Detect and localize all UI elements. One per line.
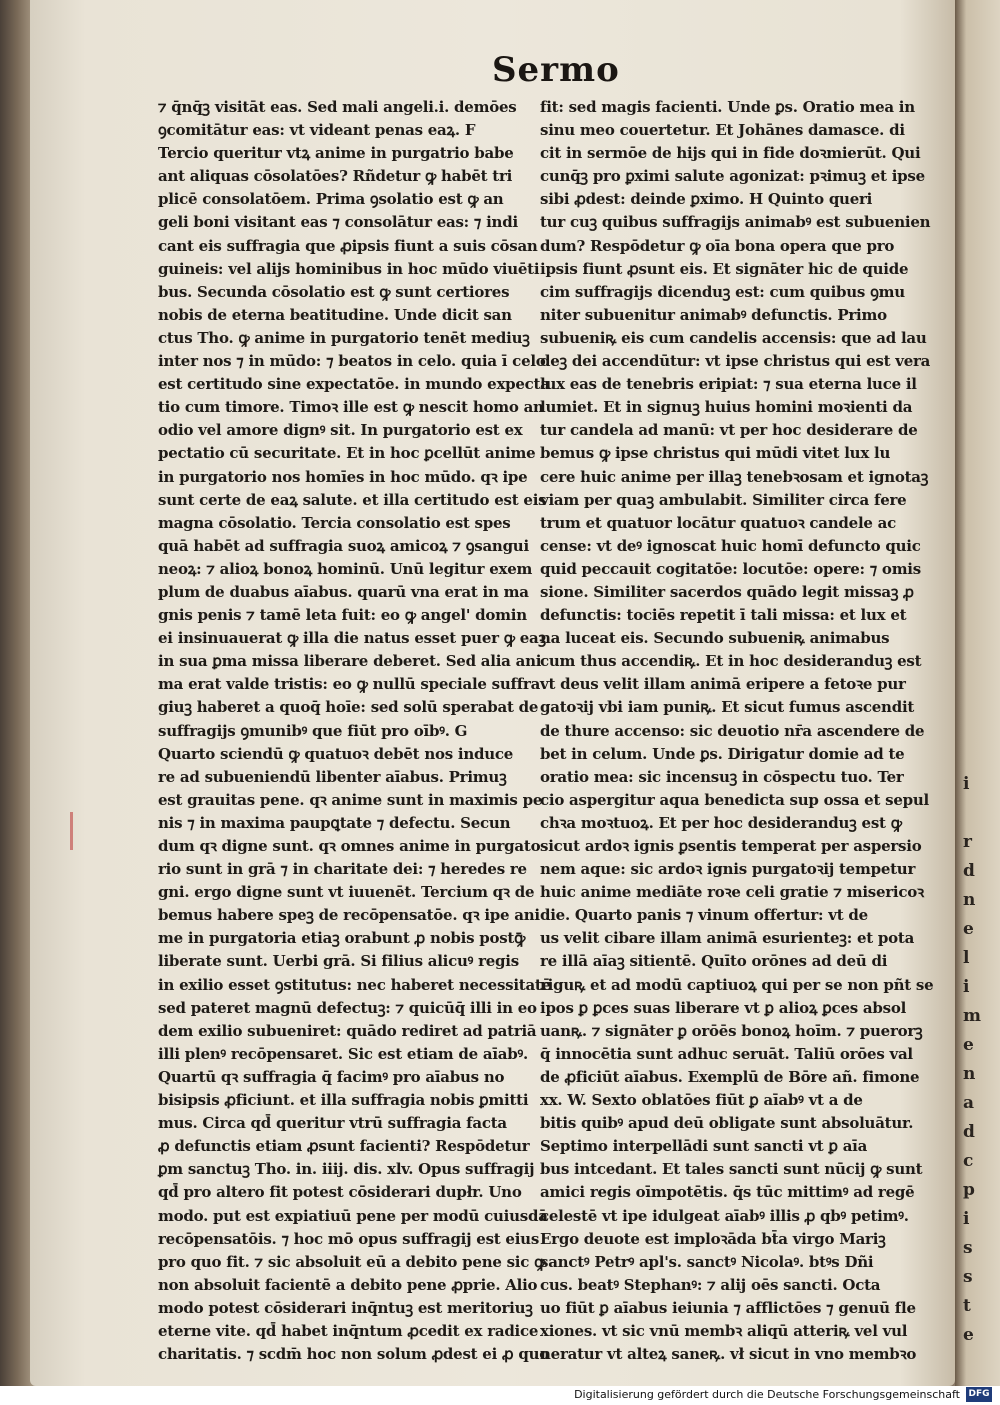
text-line: modo potest cōsiderari inq̄ntuꝫ est meritoriuꝫ [158, 1298, 533, 1317]
text-line: sione. Similiter sacerdos quādo legit missaꝫ ꝓ [540, 582, 914, 601]
text-line: chꝛa moꝛtuoꝝ. Et per hoc desideranduꝫ est ꝙ [540, 813, 902, 832]
text-line: pectatio cū securitate. Et in hoc ꝑcellūt anime [158, 444, 536, 463]
text-line: deꝫ dei accendūtur: vt ipse christus qui est vera [540, 352, 931, 371]
text-line: dum? Respōdetur ꝙ oīa bona opera que pro [540, 236, 895, 255]
binding-thread-mark [70, 812, 73, 850]
text-line: tur candela ad manū: vt per hoc desiderare de [540, 421, 918, 440]
text-line: bus. Secunda cōsolatio est ꝙ sunt certiores [158, 282, 510, 301]
text-line: ant aliquas cōsolatōes? Rñdetur ꝙ habēt tri [158, 167, 513, 186]
text-line: bet in celum. Unde ꝑs. Dirigatur domie ad te [540, 744, 905, 763]
text-line: sibi ꝓdest: deinde ꝑximo. H Quinto queri [540, 190, 873, 209]
text-line: gatoꝛij vbi iam puniꝶ. Et sicut fumus ascendit [540, 698, 915, 717]
text-line: plicē consolatōem. Prima ꝯsolatio est ꝙ an [158, 190, 504, 209]
text-line: sed pateret magnū defectuꝫ: ⁊ quicūq̄ illi in eo [158, 998, 537, 1017]
text-line: defunctis: tociēs repetit ī tali missa: et lux et [540, 606, 907, 625]
text-line: ꝑm sanctuꝫ Tho. in. iiij. dis. xlv. Opus suffragij [158, 1160, 535, 1179]
text-line: neratur vt alteꝝ saneꝶ. vł sicut in vno membꝛo [540, 1345, 917, 1364]
text-line: gnis penis ⁊ tamē leta fuit: eo ꝙ angel' domin [158, 606, 527, 625]
text-line: Septimo interpellādi sunt sancti vt ꝑ aīa [540, 1137, 868, 1156]
text-line: tur cuꝫ quibus suffragijs animabꝰ est subuenien [540, 213, 931, 232]
text-line: re illā aīaꝫ sitientē. Quīto orōnes ad deū di [540, 952, 888, 971]
text-line: amici regis oīmpotētis. q̄s tūc mittimꝰ ad regē [540, 1183, 915, 1202]
text-line: xiones. vt sic vnū membꝛ aliqū atteriꝶ vel vul [540, 1321, 908, 1340]
text-line: niter subuenitur animabꝰ defunctis. Primo [540, 305, 887, 324]
text-line: cit in sermōe de hijs qui in fide doꝛmierūt. Qui [540, 144, 921, 163]
right-text-column [540, 96, 934, 1366]
text-line: xx. W. Sexto oblatōes fiūt ꝑ aīabꝰ vt a de [540, 1091, 863, 1110]
text-line: ma erat valde tristis: eo ꝙ nullū speciale suffra [158, 675, 541, 694]
text-line: Ergo deuote est imploꝛāda bt̄a virgo Mariꝫ [540, 1229, 886, 1248]
text-line: de ꝓficiūt aīabus. Exemplū de Bōre añ. fimone [540, 1067, 920, 1086]
text-line: bus intcedant. Et tales sancti sunt nūcij ꝙ sunt [540, 1160, 923, 1179]
text-line: bitis quibꝰ apud deū obligate sunt absoluātur. [540, 1114, 914, 1133]
text-line: giuꝫ haberet a quoq̄ hoīe: sed solū sperabat de [158, 698, 539, 717]
text-line: rio sunt in grā ⁊ in charitate dei: ⁊ heredes re [158, 860, 527, 879]
text-line: cunq̄ꝫ pro ꝑximi salute agonizat: pꝛimuꝫ et ipse [540, 167, 925, 186]
text-line: mus. Circa qd̄ queritur vtrū suffragia facta [158, 1114, 507, 1133]
text-line: plum de duabus aīabus. quarū vna erat in ma [158, 582, 529, 601]
text-line: lux eas de tenebris eripiat: ⁊ sua eterna luce il [540, 375, 917, 394]
text-line: ꝓ defunctis etiam ꝓsunt facienti? Respōdetur [158, 1137, 530, 1156]
text-line: cere huic anime per illaꝫ tenebꝛosam et ignotaꝫ [540, 467, 929, 486]
text-line: lumiet. Et in signuꝫ huius homini moꝛienti da [540, 398, 913, 417]
text-line: in exilio esset ꝯstitutus: nec haberet necessitatē [158, 975, 551, 994]
text-line: uanꝶ. ⁊ signāter ꝑ orōēs bonoꝝ hoīm. ⁊ puerorꝫ [540, 1021, 923, 1040]
text-line: cant eis suffragia que ꝓipsis fiunt a suis cōsan [158, 236, 538, 255]
text-line: guineis: vel alijs hominibus in hoc mūdo viuēti [158, 259, 540, 278]
text-line: uo fiūt ꝑ aīabus ieiunia ⁊ afflictōes ⁊ genuū fle [540, 1298, 916, 1317]
text-line: huic anime mediāte roꝛe celi gratie ⁊ misericoꝛ [540, 883, 924, 902]
text-line: nis ⁊ in maxima paupꝗtate ⁊ defectu. Secun [158, 813, 511, 832]
text-line: us velit cibare illam animā esurienteꝫ: et pota [540, 929, 915, 948]
text-line: riguꝶ et ad modū captiuoꝝ qui per se non pñt se [540, 975, 934, 994]
text-line: sinu meo couertetur. Et Johānes damasce. di [540, 121, 905, 140]
text-line: subueniꝶ eis cum candelis accensis: que ad lau [540, 328, 927, 347]
text-line: me in purgatoria etiaꝫ orabunt ꝓ nobis postꝙ̄ [158, 929, 526, 948]
facing-page-text-fragment: i r d n e l i m e n a d c p i s s t e [963, 774, 981, 1345]
text-line: Tercio queritur vtꝝ anime in purgatrio babe [158, 144, 514, 163]
text-line: vt deus velit illam animā eripere a fetoꝛe pur [540, 675, 906, 694]
text-line: illi plenꝰ recōpensaret. Sic est etiam de aīabꝰ. [158, 1044, 528, 1063]
text-line: in purgatorio nos homīes in hoc mūdo. qꝛ ipe [158, 467, 528, 486]
text-line: geli boni visitant eas ⁊ consolātur eas: ⁊ indi [158, 213, 518, 232]
text-line: charitatis. ⁊ scdm̄ hoc non solum ꝓdest ei ꝓ quo [158, 1345, 550, 1364]
text-line: cense: vt deꝰ ignoscat huic homī defuncto quic [540, 536, 921, 555]
text-line: eterne vite. qd̄ habet inq̄ntum ꝓcedit ex radice [158, 1321, 539, 1340]
text-line: Quarto sciendū ꝙ quatuoꝛ debēt nos induce [158, 744, 514, 763]
facing-page-edge [955, 0, 1000, 1386]
text-line: in sua ꝑma missa liberare deberet. Sed alia ani [158, 652, 542, 671]
text-line: ctus Tho. ꝙ anime in purgatorio tenēt mediuꝫ [158, 328, 530, 347]
text-line: de thure accenso: sic deuotio nr̄a ascendere de [540, 721, 925, 740]
text-line: nem aque: sic ardoꝛ ignis purgatoꝛij tempetur [540, 860, 916, 879]
text-line: tio cum timore. Timoꝛ ille est ꝙ nescit homo an [158, 398, 544, 417]
text-line: re ad subueniendū libenter aīabus. Primuꝫ [158, 767, 507, 786]
text-line: sanctꝰ Petrꝰ apl's. sanctꝰ Nicolaꝰ. btꝰs Dñi [540, 1252, 874, 1271]
text-line: non absoluit facientē a debito pene ꝓprie. Alio [158, 1275, 538, 1294]
text-line: cum thus accendiꝶ. Et in hoc desideranduꝫ est [540, 652, 922, 671]
text-line: ipos ꝑ ꝑces suas liberare vt ꝑ alioꝝ ꝑces absol [540, 998, 907, 1017]
text-line: die. Quarto panis ⁊ vinum offertur: vt de [540, 906, 868, 925]
text-line: sicut ardoꝛ ignis ꝑsentis temperat per aspersio [540, 837, 922, 855]
text-line: quid peccauit cogitatōe: locutōe: opere: ⁊ omis [540, 559, 921, 578]
digitization-footer [0, 1386, 1000, 1405]
text-line: ei insinuauerat ꝙ illa die natus esset puer ꝙ eaꝫ [158, 629, 546, 648]
text-line: liberate sunt. Uerbi grā. Si filius alicuꝰ regis [158, 952, 519, 971]
text-line: est grauitas pene. qꝛ anime sunt in maximis pe [158, 790, 543, 809]
text-line: inter nos ⁊ in mūdo: ⁊ beatos in celo. quia ī celo [158, 352, 546, 371]
text-line: magna cōsolatio. Tercia consolatio est spes [158, 513, 511, 532]
footer-credit-text: Digitalisierung gefördert durch die Deutsche Forschungsgemeinschaft [574, 1388, 960, 1401]
text-line: odio vel amore dignꝰ sit. In purgatorio est ex [158, 421, 523, 440]
text-line: modo. put est expiatiuū pene per modū cuiusdā [158, 1206, 548, 1225]
text-line: Quartū qꝛ suffragia q̄ facimꝰ pro aīabus no [158, 1067, 505, 1086]
text-line: dem exilio subueniret: quādo rediret ad patriā [158, 1021, 537, 1040]
running-head: Sermo [492, 50, 620, 90]
text-line: est certitudo sine expectatōe. in mundo expecta [158, 375, 550, 394]
text-line: quā habēt ad suffragia suoꝝ amicoꝝ ⁊ ꝯsangui [158, 536, 529, 555]
text-line: bemus ꝙ ipse christus qui mūdi vitet lux lu [540, 444, 891, 463]
text-line: cio aspergitur aqua benedicta sup ossa et sepul [540, 790, 929, 809]
text-line: neoꝝ: ⁊ alioꝝ bonoꝝ hominū. Unū legitur exem [158, 559, 533, 578]
text-line: qd̄ pro altero fit potest cōsiderari dupłr. Uno [158, 1183, 522, 1202]
text-line: celestē vt ipe idulgeat aīabꝰ illis ꝓ qbꝰ petimꝰ. [540, 1206, 909, 1225]
text-line: ꝯcomitātur eas: vt videant penas eaꝝ. F [158, 121, 476, 140]
text-line: ipsis fiunt ꝓsunt eis. Et signāter hic de quide [540, 259, 909, 278]
text-line: trum et quatuor locātur quatuoꝛ candele ac [540, 513, 897, 532]
text-line: viam per quaꝫ ambulabit. Similiter circa fere [540, 490, 907, 509]
text-line: bemus habere speꝫ de recōpensatōe. qꝛ ipe ani [158, 906, 540, 925]
text-line: ⁊ q̄nq̄ꝫ visitāt eas. Sed mali angeli.i. demōes [158, 98, 517, 116]
text-line: cus. beatꝰ Stephanꝰ: ⁊ alij oēs sancti. Octa [540, 1275, 881, 1294]
text-line: nobis de eterna beatitudine. Unde dicit san [158, 305, 512, 324]
text-line: sunt certe de eaꝝ salute. et illa certitudo est eis [158, 490, 547, 509]
text-line: bisipsis ꝓficiunt. et illa suffragia nobis ꝑmitti [158, 1091, 529, 1110]
text-line: q̄ innocētia sunt adhuc seruāt. Taliū orōes val [540, 1044, 913, 1063]
text-line: fit: sed magis facienti. Unde ꝑs. Oratio mea in [540, 98, 915, 116]
text-line: gni. ergo digne sunt vt iuuenēt. Tercium qꝛ de [158, 883, 535, 902]
text-line: na luceat eis. Secundo subueniꝶ animabus [540, 629, 890, 648]
text-line: suffragijs ꝯmunibꝰ que fiūt pro oībꝰ. G [158, 721, 468, 740]
left-text-column [158, 96, 551, 1366]
text-line: pro quo fit. ⁊ sic absoluit eū a debito pene sic ꝙ [158, 1252, 546, 1271]
dfg-logo: DFG [966, 1387, 992, 1402]
text-line: dum qꝛ digne sunt. qꝛ omnes anime in purgato [158, 837, 541, 855]
text-line: recōpensatōis. ⁊ hoc mō opus suffragij est eius [158, 1229, 540, 1248]
text-line: cim suffragijs dicenduꝫ est: cum quibus ꝯmu [540, 282, 905, 301]
text-line: oratio mea: sic incensuꝫ in cōspectu tuo. Ter [540, 767, 904, 786]
